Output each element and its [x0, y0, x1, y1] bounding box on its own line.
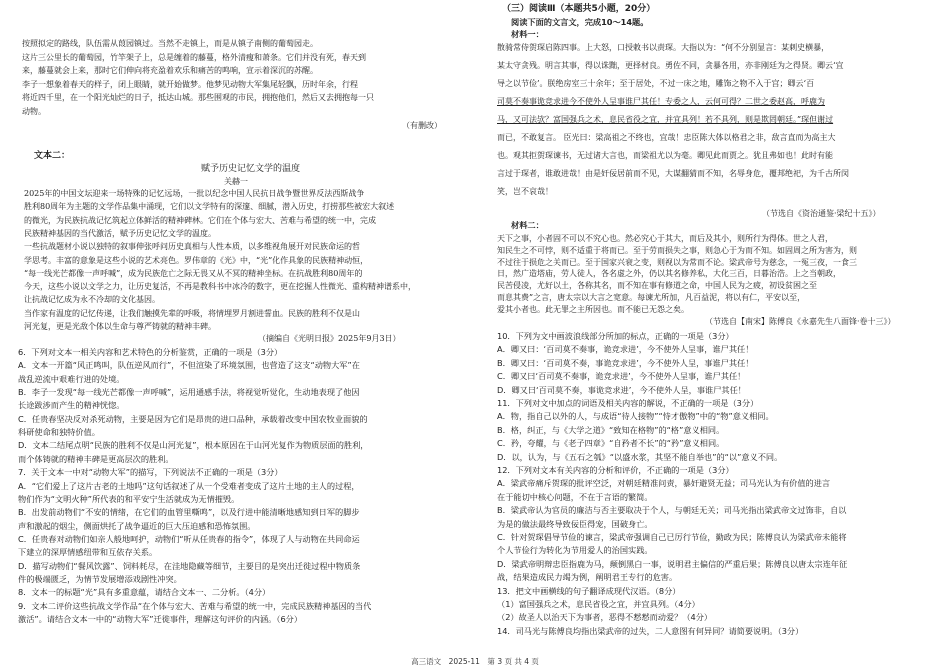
text2-source: （摘编自《光明日报》2025年9月3日） [258, 334, 401, 343]
text-line: 知民生之不可悖，则不适重于将而已。至于劳而损失之事，则急心于为而不知。如固周之所为害为，则 [497, 245, 857, 255]
text-line: D．梁武帝明辩忠臣指鹿为马，颠倒黑白一事，说明君主偏信的严重后果；陈傅良以唐太宗连年征 [497, 558, 848, 569]
text2-title: 赋予历史记忆文学的温度 [201, 164, 301, 174]
text-line: B．梁武帝认为官员的廉洁与否主要取决于个人，与朝廷无关；司马光指出梁武帝文过饰非，自以 [497, 505, 847, 516]
text-line: 8．文本一的标题“光”具有多重意蕴，请结合文本一、二分析。（4分） [18, 587, 271, 598]
text-line: 这片三公里长的葡萄园，竹竿架子上，总是缠着的藤蔓，格外清瘦和萧条。它们并没有死，春天到 [22, 52, 366, 62]
text-line: A．“它们爱上了这片古老的土地吗”这句话叙述了从一个受难者变成了这片土地的主人的过程， [18, 480, 360, 491]
text-line: C．任贵春坚决反对杀死动物，主要是因为它们是昂贵的进口品种，承载着改变中国农牧业面貌的 [18, 413, 368, 424]
text-line: 司莫不奏事诡竞求进今不使外人呈事谁尸其任！专委之人，云何可得？二世之委赵高，呼鹿为 [497, 97, 825, 106]
text-line: B．李子一发现“每一线光芒都像一声呼喊”，运用通感手法，将视觉听觉化，生动地表现了他因 [18, 387, 360, 398]
text-line: 马，又可法欤？富国强兵之术，息民省役之宜，并宜具列！若不具列，则是欺罔朝廷。”琛但谢过 [497, 115, 834, 124]
text-line: 导之以节俭’。朕绝房室三十余年；至于居处，不过一床之地，雕饰之物不入于宫；卿云‘百 [497, 79, 815, 88]
text-line: 2025年的中国文坛迎来一场特殊的记忆远场，一批以纪念中国人民抗日战争暨世界反法西斯战争 [24, 189, 365, 198]
text-line: 13．把文中画横线的句子翻译成现代汉语。（8分） [497, 585, 681, 596]
text-line: 动物。 [22, 106, 46, 116]
text-line: D．文本二结尾点明“民族的胜利不仅是山河光复”，根本原因在于山河光复作为物质层面的胜利， [18, 440, 369, 451]
text-line: 胜利80周年为主题的文学作品集中涌现，它们以文学特有的深邃、细腻，潜入历史，打捞那些被宏大叙述 [24, 202, 395, 212]
text-line: 而已，不敢复言。 臣光曰：梁高祖之不终也，宜哉！忠臣陈大体以格君之非，敌言直而为高主大 [497, 133, 836, 142]
text-line: D．卿又曰‘百司莫不奏，事诡竞求进’，今不使外人呈，事谁尸其任！ [497, 384, 746, 395]
text-line: 12．下列对文本有关内容的分析和评价，不正确的一项是（3分） [497, 465, 734, 475]
material1-label: 材料一： [511, 29, 544, 39]
text-line: 7．关于文本一中对“动物大军”的描写，下列说法不正确的一项是（3分） [18, 467, 283, 478]
material2-label: 材料二： [511, 220, 544, 230]
text-line: 散骑常侍贺琛启陈四事。上大怒，口授敕书以责琛。大指以为：“何不分别显言：某刺史横暴， [497, 43, 830, 52]
text-line: D．以，认为，与《五石之瓠》“以盛水浆，其坚不能自举也”的“以”意义不同。 [497, 451, 783, 462]
text-line: B．卿又曰：‘百司莫不奏，事诡竞求进’，今不使外人呈，事谁尸其任！ [497, 357, 754, 368]
text-line: 的微光，为民族抗战记忆筑起立体鲜活的精神碑林。它们在个体与宏大、苦难与希望的统一中，完成 [24, 215, 376, 225]
text-line: 按照拟定的路线，队伍需从葭园镇过。当然不走镇上，而是从镇子南侧的葡萄园走。 [22, 39, 318, 48]
text-line: 声和激起的烟尘，侧面烘托了战争逼近的巨大压迫感和恐怖氛围。 [18, 520, 256, 531]
text-line: 而个体铸就的精神丰碑是更高层次的胜利。 [18, 453, 174, 464]
text-line: C．任贵春对动物们如亲人般地呵护，动物们“听从任贵春的指令”，体现了人与动物在共同命运 [18, 533, 360, 544]
text-line: C．卿又曰‘百司莫不奏事，诡竞求进’，今不使外人呈事，谁尸其任！ [497, 371, 746, 382]
text2-label: 文本二： [34, 151, 71, 161]
text-line: 来，藤蔓就会上来，那时它们伸向将充盈着欢乐和痛苦的鸣响，宣示着深沉的苏醒。 [22, 66, 318, 75]
text-line: A．卿又曰：‘百司莫不奏事，诡竞求进’，今不使外人呈事，谁尸其任！ [497, 344, 754, 355]
text-line: 言过于琛者，谁敢进哉！由是奸佞居前而不见，大谋翻猜而不知，名辱身危，覆邦绝祀，为千古所闵 [497, 169, 849, 178]
text-line: （1）富国强兵之术，息民省役之宜，并宜具列。（4分） [497, 599, 700, 609]
material1-source: （节选自《资治通鉴·梁纪十五》） [762, 209, 881, 218]
text-line: 6．下列对文本一相关内容和艺术特色的分析鉴赏，正确的一项是（3分） [18, 347, 283, 357]
text-line: 李子一想象着春天的样子，闭上眼睛，就开始做梦。他梦见动物大军集尾轻飘，历时年余，行程 [22, 79, 358, 89]
text-line: 战乱逆流中艰难行进的处境。 [18, 373, 125, 384]
text-line: 长途跋涉而产生的精神恍惚。 [18, 400, 125, 411]
text1-source: （有删改） [402, 121, 442, 130]
text-line: B．出发前动物们“不安的情绪，在它们的血管里嘶鸣”，以及行进中能清晰地感知到日军的脚步 [18, 507, 360, 518]
text-line: （2）故圣人以治天下为事者，恶得不慭慭而动爱？（4分） [497, 612, 713, 623]
text-line: A．文本一开篇“风正鸣叫，队伍逆风而行”，不但渲染了环境氛围，也营造了这支“动物大军”在 [18, 360, 360, 371]
text-line: 激活”。请结合文本一中的“动物大军”迁徙事件，理解这句评价的内涵。（6分） [18, 614, 303, 624]
text-line: 河光复，更是光敌个体以生命与尊严铸就的精神丰碑。 [24, 322, 216, 331]
section-title: （三）阅读Ⅲ（本题共5小题，20分） [502, 4, 656, 14]
text-line: 民苦侵凌，尤好以土，各称其名，而不知在事有修道之命，中国人民为之疲，初设贫困之至 [497, 281, 817, 291]
text-line: 今天，这些小说以文学之力，让历史复活，不再是教科书中冰冷的数字，更在挖掘人性微光、重构精神谱系中， [24, 282, 416, 292]
text-line: 14．司马光与陈傅良均指出梁武帝的过失，二人意图有何异同？请简要说明。（3分） [497, 625, 804, 636]
text-line: C．针对贺琛倡导节俭的谏言，梁武帝强调自己已厉行节俭，勤政为民；陈傅良认为梁武帝未能将 [497, 532, 847, 542]
text-line: 让抗战记忆成为永不冷却的文化基因。 [24, 295, 160, 305]
text-line: 在于能切中核心问题，不在于言语的繁简。 [497, 491, 653, 502]
text-line: 不过往于损危之关而已。至于国家兴衰之变，则视以为常而不论。梁武帝号为慈念，一冤三夜，一食三 [497, 257, 857, 267]
text-line: 爱其小者也。此无罪之主所因也。而不能已无怨之矣。 [497, 304, 689, 314]
section-intro: 阅读下面的文言文，完成10～14题。 [511, 17, 649, 27]
text-line: 当作家有温度的记忆传递，让我们触摸先辈的呼吸，将情埋罗月割进誓血。民族的胜利不仅是山 [24, 308, 360, 318]
text-line: 9．文本二评价这些抗战文学作品“在个体与宏大、苦难与希望的统一中，完成民族精神基因的当代 [18, 600, 372, 611]
material2-source: （节选自【南宋】陈傅良《永嘉先生八面锋·卷十三》） [705, 317, 896, 326]
text-line: 一些抗战题材小说以独特的叙事伸张呼问历史真相与人性本质，以多维视角展开对民族命运的哲 [24, 242, 360, 252]
text-line: 个人节俭行为转化为节用爱人的治国实践。 [497, 545, 653, 556]
text-line: 天下之事，小者固不可以不究心也。然必究心于其大，而后及其小，则所行为得体。世之人君， [497, 234, 833, 243]
text-line: “每一线光芒都像一声呼喊”，成为民族危亡之际无畏又从不冥的精神坐标。在抗战胜利80周年的 [24, 268, 363, 278]
text-line: D．描写动物们“餐风饮露”、饲料耗尽，在洼地隐藏等细节，主要目的是突出迁徙过程中物质条 [18, 560, 361, 571]
text-line: 下建立的深厚情感纽带和互依存关系。 [18, 547, 158, 558]
text-line: B．格，纠正，与《大学之道》“致知在格物”的“格”意义相同。 [497, 424, 725, 435]
text-line: 为是的做法最终导致佞臣得宠，国破身亡。 [497, 518, 653, 529]
text-line: 将近四千里，在一个阳光灿烂的日子，抵达山城。那些围观的市民，拥抱他们，然后又去拥抱每一只 [22, 93, 374, 102]
text-line: 民族精神基因的当代激活，赋予历史记忆文学的温度。 [24, 228, 216, 238]
text-line: 件的极端匮乏，为情节发展增添戏剧性冲突。 [18, 573, 182, 584]
text-line: 科研使命和独特价值。 [18, 427, 100, 438]
text-line: A．梁武帝痛斥贺琛的批评空泛，对朝廷精准问责，暴奸避贤无益；司马光认为有价值的进言 [497, 478, 831, 489]
text-line: 战，结果造成民力竭为例，阐明君王专行的危害。 [497, 572, 678, 583]
text-line: 学思考。丰富的意象是这些小说的艺术亮色。罗伟章的《光》中，“光”化作具象的民族精神动恒， [24, 255, 369, 265]
text-line: 某太守贪残。明言其事，得以诛黜，更择材良。勇佐不同，贪暴各用，亦非刚廷为之得贤。卿云‘宜 [497, 61, 844, 70]
text-line: 而息其费”之言，唐太宗以大言之宽意。每谏尤所加，凡百益泥，将以有仁，平安以至， [497, 293, 806, 302]
text-line: 日，然广造塔庙，劳人徒人，各名虚之外，仍以其名修养私，大化三百，日暮治浩。上之当朝政， [497, 269, 841, 279]
text-line: 10．下列为文中画波浪线部分所加的标点，正确的一项是（3分） [497, 331, 734, 341]
page-footer: 高三语文 2025-11 第 3 页 共 4 页 [411, 657, 539, 666]
text-line: 物们作为“文明火种”所代表的和平安宁生活就成为无情摧毁。 [18, 493, 240, 504]
text-line: 也。观其拒贺琛谏书，无过诸大言也，而梁祖尤以为毫。卿见此而贾之。犹且弗如也！此时有能 [497, 151, 833, 160]
text-line: A．物，指自己以外的人，与成语“待人接物”“恃才傲物”中的“物”意义相同。 [497, 411, 774, 422]
text2-author: 关赫一 [224, 177, 248, 186]
text-line: 笑，岂不哀哉！ [497, 187, 553, 196]
text-line: C．矜，夸耀，与《老子四章》“自矜者不长”的“矜”意义相同。 [497, 438, 725, 449]
text-line: 11．下列对文中加点的词语及相关内容的解说，不正确的一项是（3分） [497, 398, 759, 408]
